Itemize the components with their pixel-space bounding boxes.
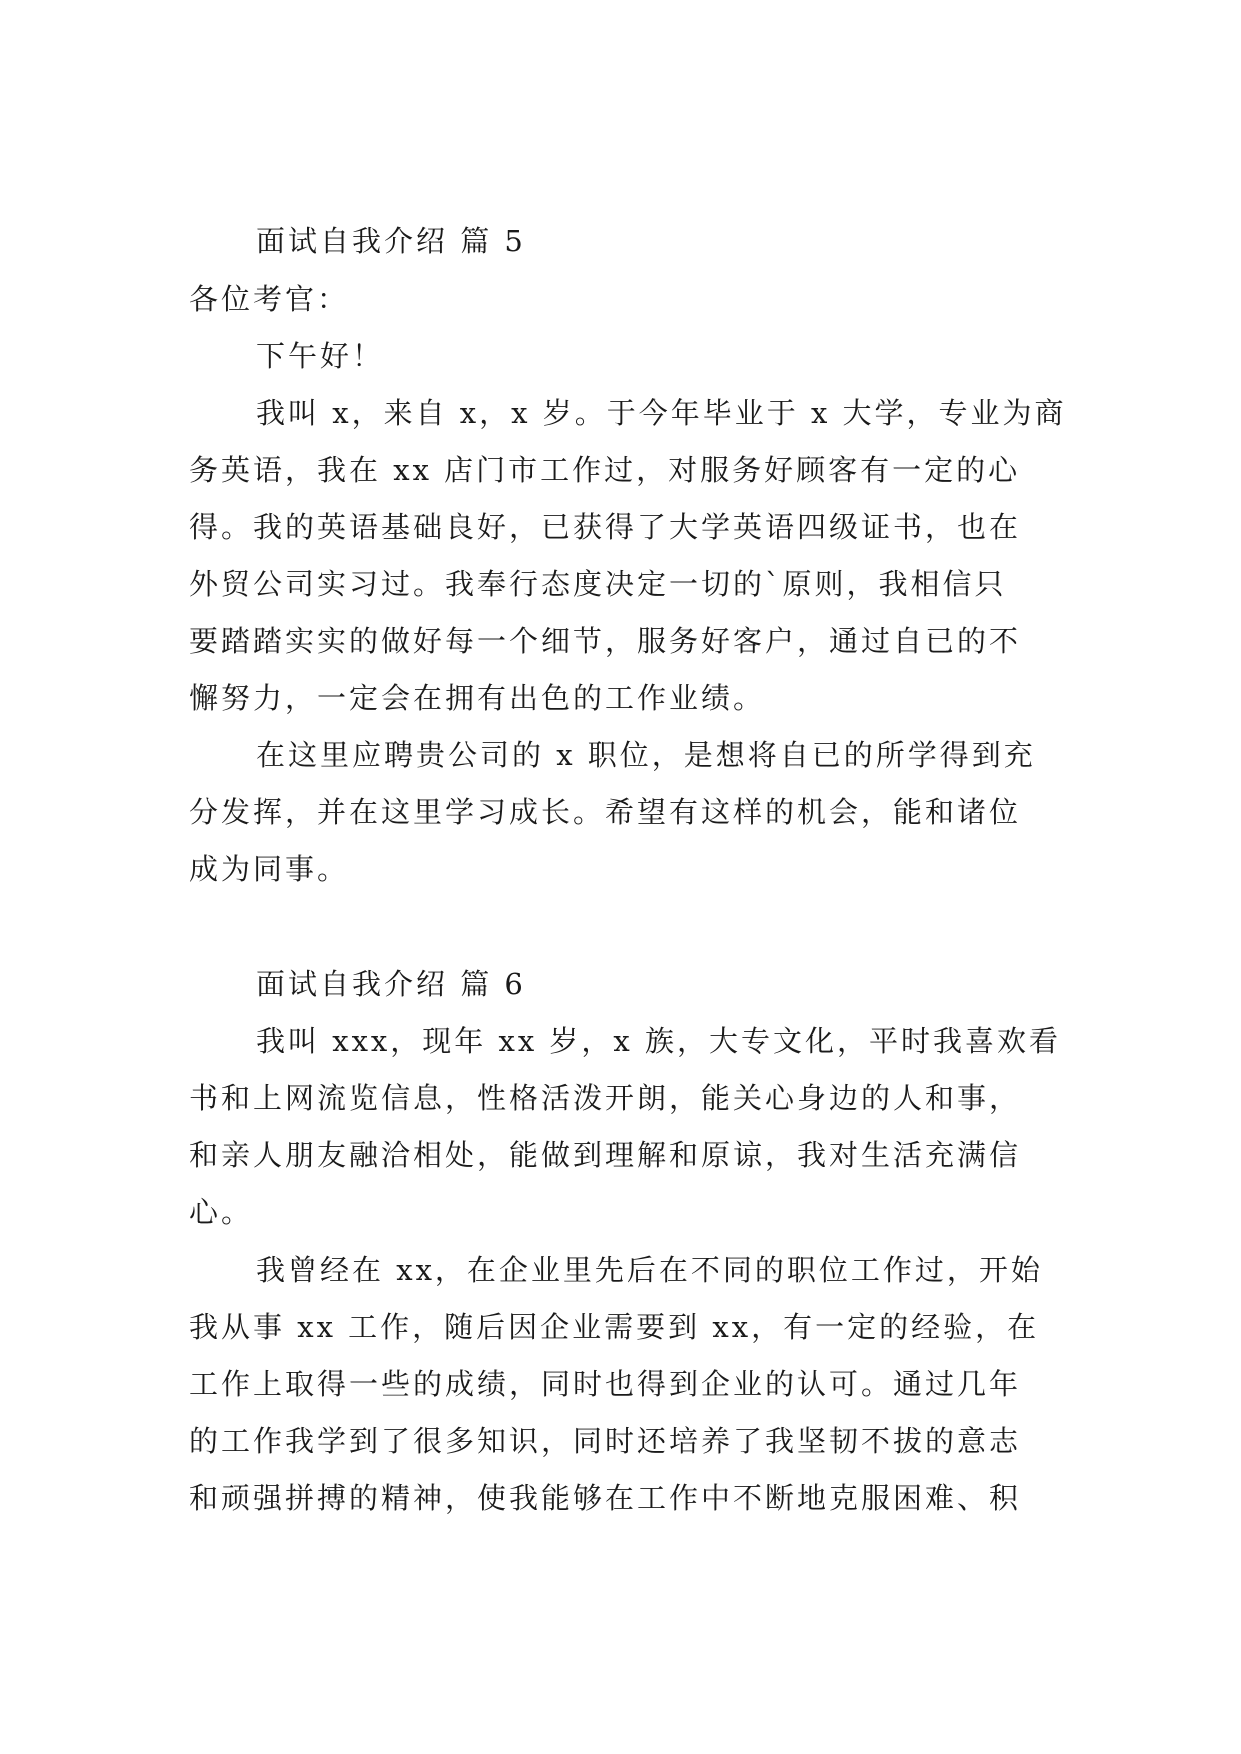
paragraph-line: 要踏踏实实的做好每一个细节，服务好客户，通过自已的不 <box>189 624 1022 658</box>
paragraph-line: 在这里应聘贵公司的 x 职位，是想将自已的所学得到充 <box>256 738 1036 772</box>
paragraph-line: 工作上取得一些的成绩，同时也得到企业的认可。通过几年 <box>189 1367 1022 1401</box>
paragraph-line: 我叫 xxx，现年 xx 岁，x 族，大专文化，平时我喜欢看 <box>256 1024 1062 1058</box>
paragraph-line: 和亲人朋友融洽相处，能做到理解和原谅，我对生活充满信 <box>189 1138 1022 1172</box>
paragraph-line: 务英语，我在 xx 店门市工作过，对服务好顾客有一定的心 <box>189 453 1021 487</box>
section-heading-6: 面试自我介绍 篇 6 <box>256 967 526 1001</box>
paragraph-line: 我叫 x，来自 x，x 岁。于今年毕业于 x 大学，专业为商 <box>256 396 1067 430</box>
paragraph-line: 得。我的英语基础良好，已获得了大学英语四级证书，也在 <box>189 510 1022 544</box>
paragraph-line: 的工作我学到了很多知识，同时还培养了我坚韧不拔的意志 <box>189 1424 1022 1458</box>
paragraph-line: 心。 <box>189 1195 254 1229</box>
paragraph-line: 外贸公司实习过。我奉行态度决定一切的`原则，我相信只 <box>189 567 1007 601</box>
salutation: 各位考官： <box>189 282 350 316</box>
paragraph-line: 书和上网流览信息，性格活泼开朗，能关心身边的人和事， <box>189 1081 1022 1115</box>
paragraph-line: 成为同事。 <box>189 852 350 886</box>
paragraph-line: 我从事 xx 工作，随后因企业需要到 xx，有一定的经验，在 <box>189 1310 1040 1344</box>
paragraph-line: 分发挥，并在这里学习成长。希望有这样的机会，能和诸位 <box>189 795 1022 829</box>
paragraph-line: 和顽强拼搏的精神，使我能够在工作中不断地克服困难、积 <box>189 1481 1022 1515</box>
paragraph-line: 我曾经在 xx，在企业里先后在不同的职位工作过，开始 <box>256 1253 1043 1287</box>
section-heading-5: 面试自我介绍 篇 5 <box>256 224 526 258</box>
greeting: 下午好！ <box>256 339 385 373</box>
paragraph-line: 懈努力，一定会在拥有出色的工作业绩。 <box>189 681 766 715</box>
